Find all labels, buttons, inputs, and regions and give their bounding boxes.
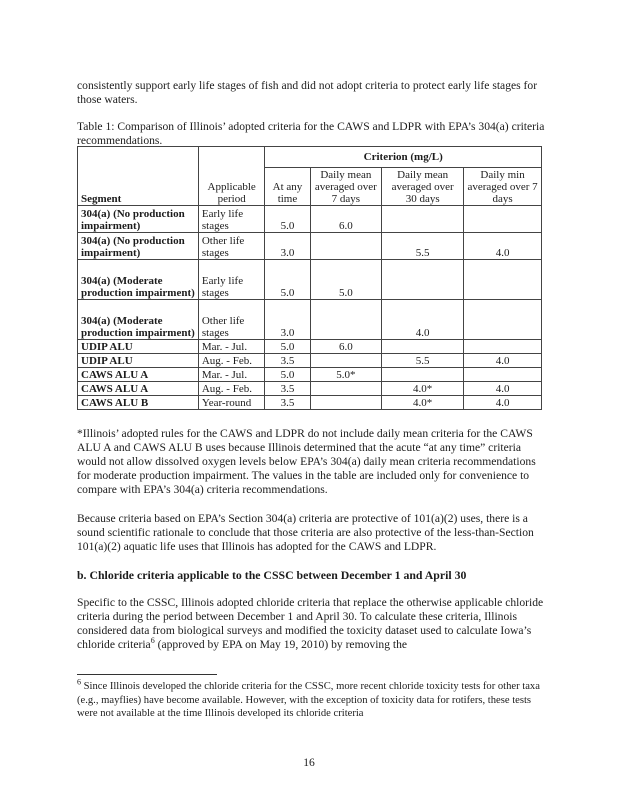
segment-cell: CAWS ALU A	[78, 368, 199, 382]
period-cell: Early life stages	[198, 260, 265, 300]
daily-mean-30-cell: 5.5	[382, 354, 464, 368]
daily-mean-7-cell	[310, 396, 382, 410]
daily-mean-30-cell	[382, 206, 464, 233]
any-time-cell: 5.0	[265, 340, 310, 354]
daily-mean-7-cell: 6.0	[310, 340, 382, 354]
table-row	[78, 300, 542, 340]
table-footnote: *Illinois’ adopted rules for the CAWS and LDPR do not include daily mean criteria for the CAWS ALU A and CAWS ALU B uses because Illinois determined that the acute “at any time” criteria would not allow dissolved oxygen levels below EPA’s 304(a) daily mean criteria recommendations for moderate production impairment. The values in the table are included only for convenience to compare with EPA’s 304(a) criteria recommendations.	[77, 427, 536, 496]
daily-min-7-cell	[464, 260, 542, 300]
table-row	[78, 354, 542, 368]
period-cell: Other life stages	[198, 300, 265, 340]
daily-mean-30-cell	[382, 260, 464, 300]
period-cell: Aug. - Feb.	[198, 382, 265, 396]
period-cell: Early life stages	[198, 206, 265, 233]
daily-min-7-cell: 4.0	[464, 396, 542, 410]
daily-min-7-cell	[464, 368, 542, 382]
daily-mean-30-cell: 4.0	[382, 300, 464, 340]
table-row	[78, 382, 542, 396]
any-time-cell: 5.0	[265, 260, 310, 300]
chloride-text-end: (approved by EPA on May 19, 2010) by removing the	[154, 638, 408, 651]
table-row	[78, 206, 542, 233]
intro-paragraph: consistently support early life stages of fish and did not adopt criteria to protect early life stages for those waters.	[77, 79, 538, 106]
daily-min-7-cell: 4.0	[464, 382, 542, 396]
footnote	[77, 677, 549, 721]
daily-mean-7-cell	[310, 382, 382, 396]
segment-cell: 304(a) (Moderate production impairment)	[78, 260, 199, 300]
period-cell: Year-round	[198, 396, 265, 410]
daily-mean-7-cell: 5.0	[310, 260, 382, 300]
any-time-cell: 3.0	[265, 233, 310, 260]
any-time-cell: 5.0	[265, 368, 310, 382]
any-time-cell: 5.0	[265, 206, 310, 233]
footnote-marker: 6	[77, 677, 81, 687]
daily-mean-7-cell	[310, 300, 382, 340]
any-time-cell: 3.0	[265, 300, 310, 340]
segment-cell: UDIP ALU	[78, 354, 199, 368]
table-row	[78, 260, 542, 300]
chloride-text: Specific to the CSSC, Illinois adopted chloride criteria that replace the otherwise applicable chloride criteria during the period between December 1 and April 30. To calculate these criteria, Illinois considered data from biological surveys and modified the toxicity dataset used to calculate Iowa’s chloride criteria	[77, 596, 544, 651]
footnote-ref: 6	[150, 636, 155, 646]
criterion-header: Criterion (mg/L)	[265, 147, 542, 168]
table-row	[78, 233, 542, 260]
table-row	[78, 396, 542, 410]
daily-min-7-cell: 4.0	[464, 233, 542, 260]
col-header-any-time: At any time	[265, 168, 310, 206]
daily-mean-7-cell	[310, 233, 382, 260]
chloride-paragraph	[77, 596, 549, 652]
col-header-daily-mean-30: Daily mean averaged over 30 days	[382, 168, 464, 206]
daily-mean-7-cell: 6.0	[310, 206, 382, 233]
table-caption: Table 1: Comparison of Illinois’ adopted criteria for the CAWS and LDPR with EPA’s 304(a) criteria recommendations.	[77, 120, 545, 147]
daily-min-7-cell	[464, 340, 542, 354]
segment-cell: CAWS ALU A	[78, 382, 199, 396]
period-cell: Other life stages	[198, 233, 265, 260]
footnote-text: Since Illinois developed the chloride criteria for the CSSC, more recent chloride toxicity tests for other taxa (e.g., mayflies) have become available. However, with the exception of toxicity data for rotifers, these tests were not available at the time Illinois developed its chloride criteria	[77, 681, 540, 719]
segment-cell: CAWS ALU B	[78, 396, 199, 410]
daily-mean-30-cell	[382, 340, 464, 354]
col-header-daily-min-7: Daily min averaged over 7 days	[464, 168, 542, 206]
daily-min-7-cell	[464, 206, 542, 233]
any-time-cell: 3.5	[265, 354, 310, 368]
footnote-divider	[77, 674, 217, 675]
section-heading: b. Chloride criteria applicable to the CSSC between December 1 and April 30	[77, 568, 467, 582]
daily-mean-30-cell	[382, 368, 464, 382]
daily-mean-7-cell: 5.0*	[310, 368, 382, 382]
rationale-paragraph: Because criteria based on EPA’s Section 304(a) criteria are protective of 101(a)(2) uses, there is a sound scientific rationale to conclude that those criteria are also protective of the less-than-Section 101(a)(2) aquatic life uses that Illinois has adopted for the CAWS and LDPR.	[77, 512, 534, 553]
period-cell: Aug. - Feb.	[198, 354, 265, 368]
daily-min-7-cell	[464, 300, 542, 340]
criteria-table	[77, 146, 542, 410]
segment-cell: 304(a) (No production impairment)	[78, 233, 199, 260]
segment-cell: 304(a) (No production impairment)	[78, 206, 199, 233]
daily-mean-30-cell: 5.5	[382, 233, 464, 260]
daily-mean-30-cell: 4.0*	[382, 382, 464, 396]
daily-mean-7-cell	[310, 354, 382, 368]
period-cell: Mar. - Jul.	[198, 340, 265, 354]
col-header-segment: Segment	[78, 147, 199, 206]
segment-cell: UDIP ALU	[78, 340, 199, 354]
page-number: 16	[303, 756, 315, 769]
any-time-cell: 3.5	[265, 382, 310, 396]
daily-mean-30-cell: 4.0*	[382, 396, 464, 410]
any-time-cell: 3.5	[265, 396, 310, 410]
table-row	[78, 340, 542, 354]
table-row	[78, 368, 542, 382]
daily-min-7-cell: 4.0	[464, 354, 542, 368]
period-cell: Mar. - Jul.	[198, 368, 265, 382]
col-header-daily-mean-7: Daily mean averaged over 7 days	[310, 168, 382, 206]
segment-cell: 304(a) (Moderate production impairment)	[78, 300, 199, 340]
col-header-period: Applicable period	[198, 147, 265, 206]
